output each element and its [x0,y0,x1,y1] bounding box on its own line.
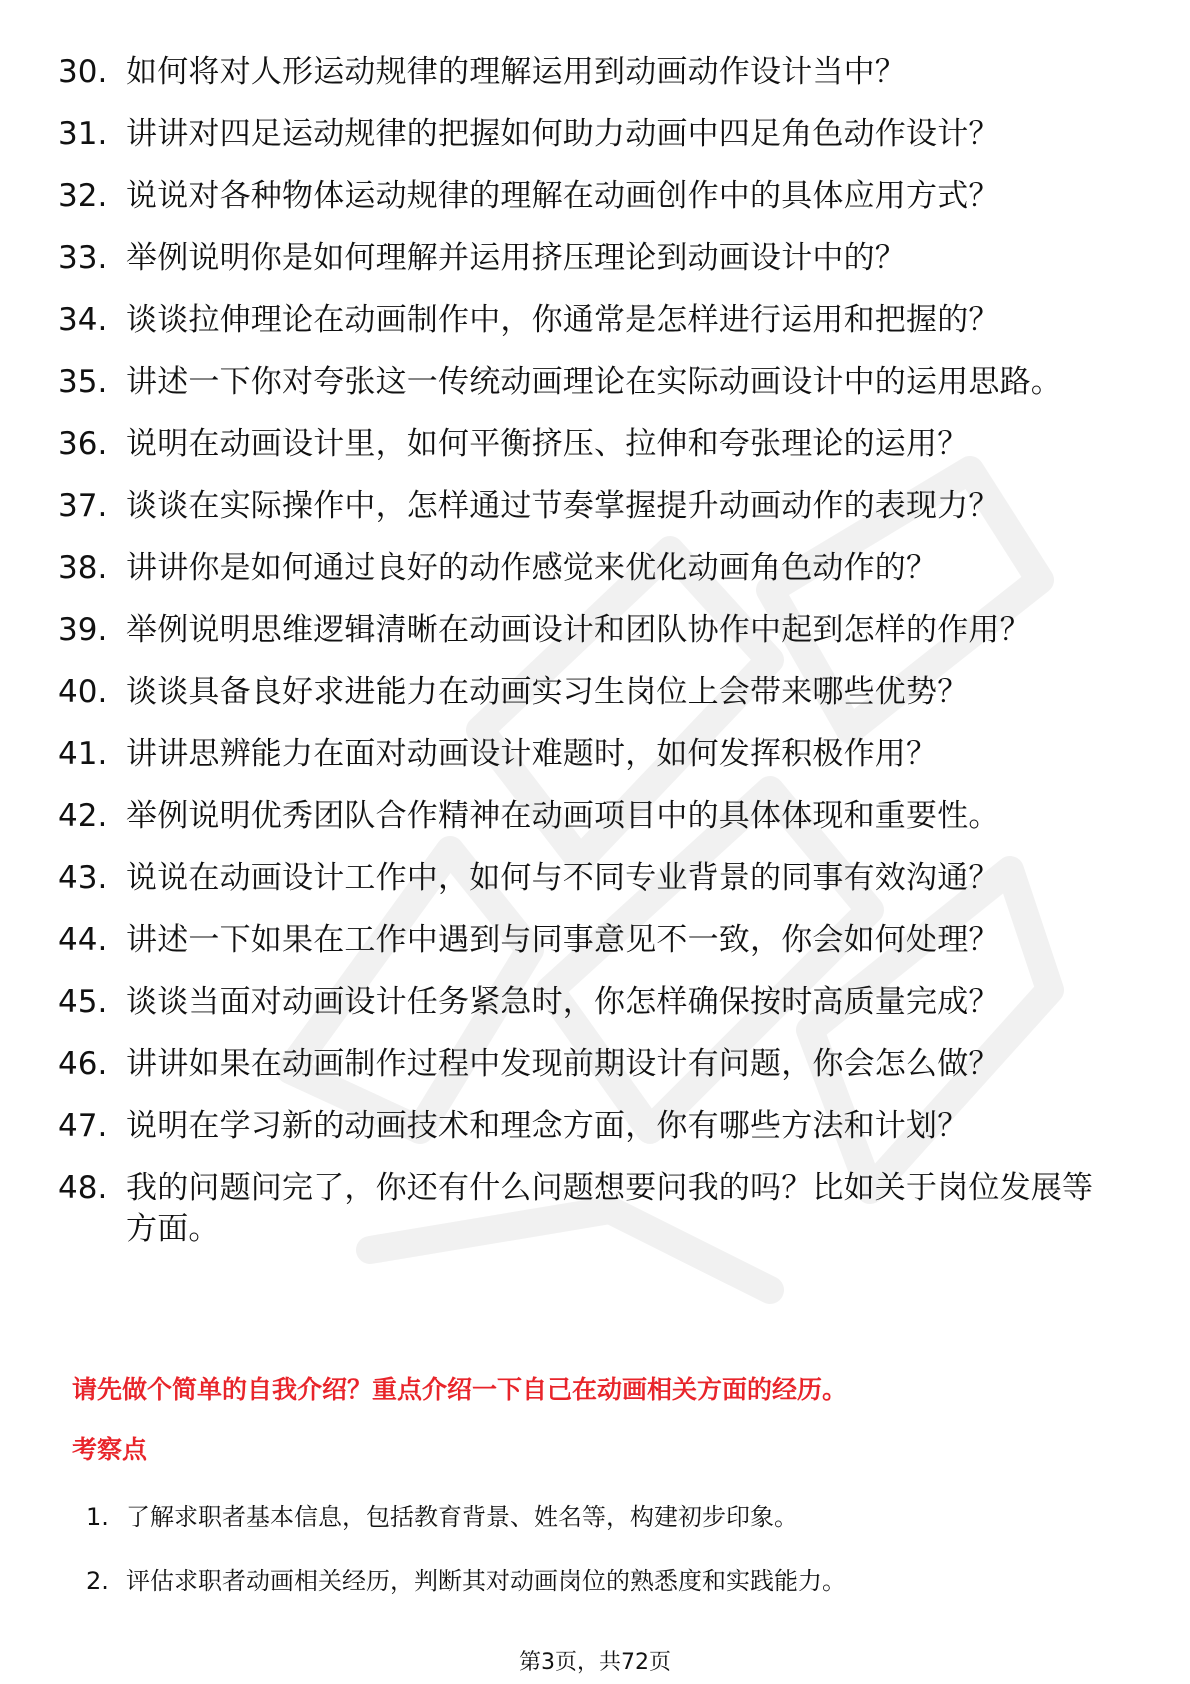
item-number: 46. [58,1046,108,1082]
item-text: 谈谈拉伸理论在动画制作中，你通常是怎样进行运用和把握的？ [126,302,1000,338]
list-item [86,1500,1086,1534]
item-number: 32. [58,178,108,214]
item-number: 38. [58,550,108,586]
item-text: 讲讲思辨能力在面对动画设计难题时，如何发挥积极作用？ [126,736,938,772]
item-number: 34. [58,302,108,338]
item-text: 说说对各种物体运动规律的理解在动画创作中的具体应用方式？ [126,178,1000,214]
item-text: 讲述一下如果在工作中遇到与同事意见不一致，你会如何处理？ [126,922,1000,958]
item-number: 31. [58,116,108,152]
item-text: 我的问题问完了，你还有什么问题想要问我的吗？比如关于岗位发展等方面。 [126,1170,1094,1247]
list-item [58,672,1118,713]
page-footer: 第3页，共72页 [519,1650,671,1675]
list-item [58,548,1118,589]
list-item [58,52,1118,93]
list-item [58,1106,1118,1147]
list-item [58,486,1118,527]
list-item [58,1044,1118,1085]
item-text: 谈谈具备良好求进能力在动画实习生岗位上会带来哪些优势？ [126,674,969,710]
list-item [58,114,1118,155]
item-text: 谈谈当面对动画设计任务紧急时，你怎样确保按时高质量完成？ [126,984,1000,1020]
list-item [58,300,1118,341]
item-text: 讲讲如果在动画制作过程中发现前期设计有问题，你会怎么做？ [126,1046,1000,1082]
item-number: 30. [58,54,108,90]
item-text: 举例说明你是如何理解并运用挤压理论到动画设计中的？ [126,240,906,276]
item-number: 47. [58,1108,108,1144]
assessment-points-list [86,1500,1086,1628]
item-number: 42. [58,798,108,834]
item-text: 谈谈在实际操作中，怎样通过节奏掌握提升动画动作的表现力？ [126,488,1000,524]
item-text: 举例说明优秀团队合作精神在动画项目中的具体体现和重要性。 [126,798,1000,834]
item-text: 说明在学习新的动画技术和理念方面，你有哪些方法和计划？ [126,1108,969,1144]
list-item [58,982,1118,1023]
item-text: 说说在动画设计工作中，如何与不同专业背景的同事有效沟通？ [126,860,1000,896]
item-number: 33. [58,240,108,276]
item-number: 39. [58,612,108,648]
question-list [58,52,1118,1271]
item-number: 35. [58,364,108,400]
list-item [58,176,1118,217]
item-number: 37. [58,488,108,524]
list-item [58,734,1118,775]
item-number: 48. [58,1170,108,1206]
section-question-heading: 请先做个简单的自我介绍？重点介绍一下自己在动画相关方面的经历。 [72,1375,848,1404]
item-number: 41. [58,736,108,772]
item-text: 讲述一下你对夸张这一传统动画理论在实际动画设计中的运用思路。 [126,364,1062,400]
item-text: 评估求职者动画相关经历，判断其对动画岗位的熟悉度和实践能力。 [126,1567,846,1595]
list-item [86,1564,1086,1598]
item-text: 了解求职者基本信息，包括教育背景、姓名等，构建初步印象。 [126,1503,798,1531]
item-text: 如何将对人形运动规律的理解运用到动画动作设计当中？ [126,54,906,90]
item-text: 举例说明思维逻辑清晰在动画设计和团队协作中起到怎样的作用？ [126,612,1031,648]
list-item [58,1168,1118,1250]
item-text: 讲讲你是如何通过良好的动作感觉来优化动画角色动作的？ [126,550,938,586]
section-label: 考察点 [72,1435,148,1464]
list-item [58,238,1118,279]
list-item [58,610,1118,651]
item-number: 40. [58,674,108,710]
item-number: 1. [86,1503,109,1531]
list-item [58,362,1118,403]
list-item [58,920,1118,961]
item-number: 2. [86,1567,109,1595]
list-item [58,858,1118,899]
item-number: 45. [58,984,108,1020]
item-number: 36. [58,426,108,462]
item-text: 说明在动画设计里，如何平衡挤压、拉伸和夸张理论的运用？ [126,426,969,462]
item-number: 43. [58,860,108,896]
list-item [58,424,1118,465]
item-number: 44. [58,922,108,958]
item-text: 讲讲对四足运动规律的把握如何助力动画中四足角色动作设计？ [126,116,1000,152]
list-item [58,796,1118,837]
